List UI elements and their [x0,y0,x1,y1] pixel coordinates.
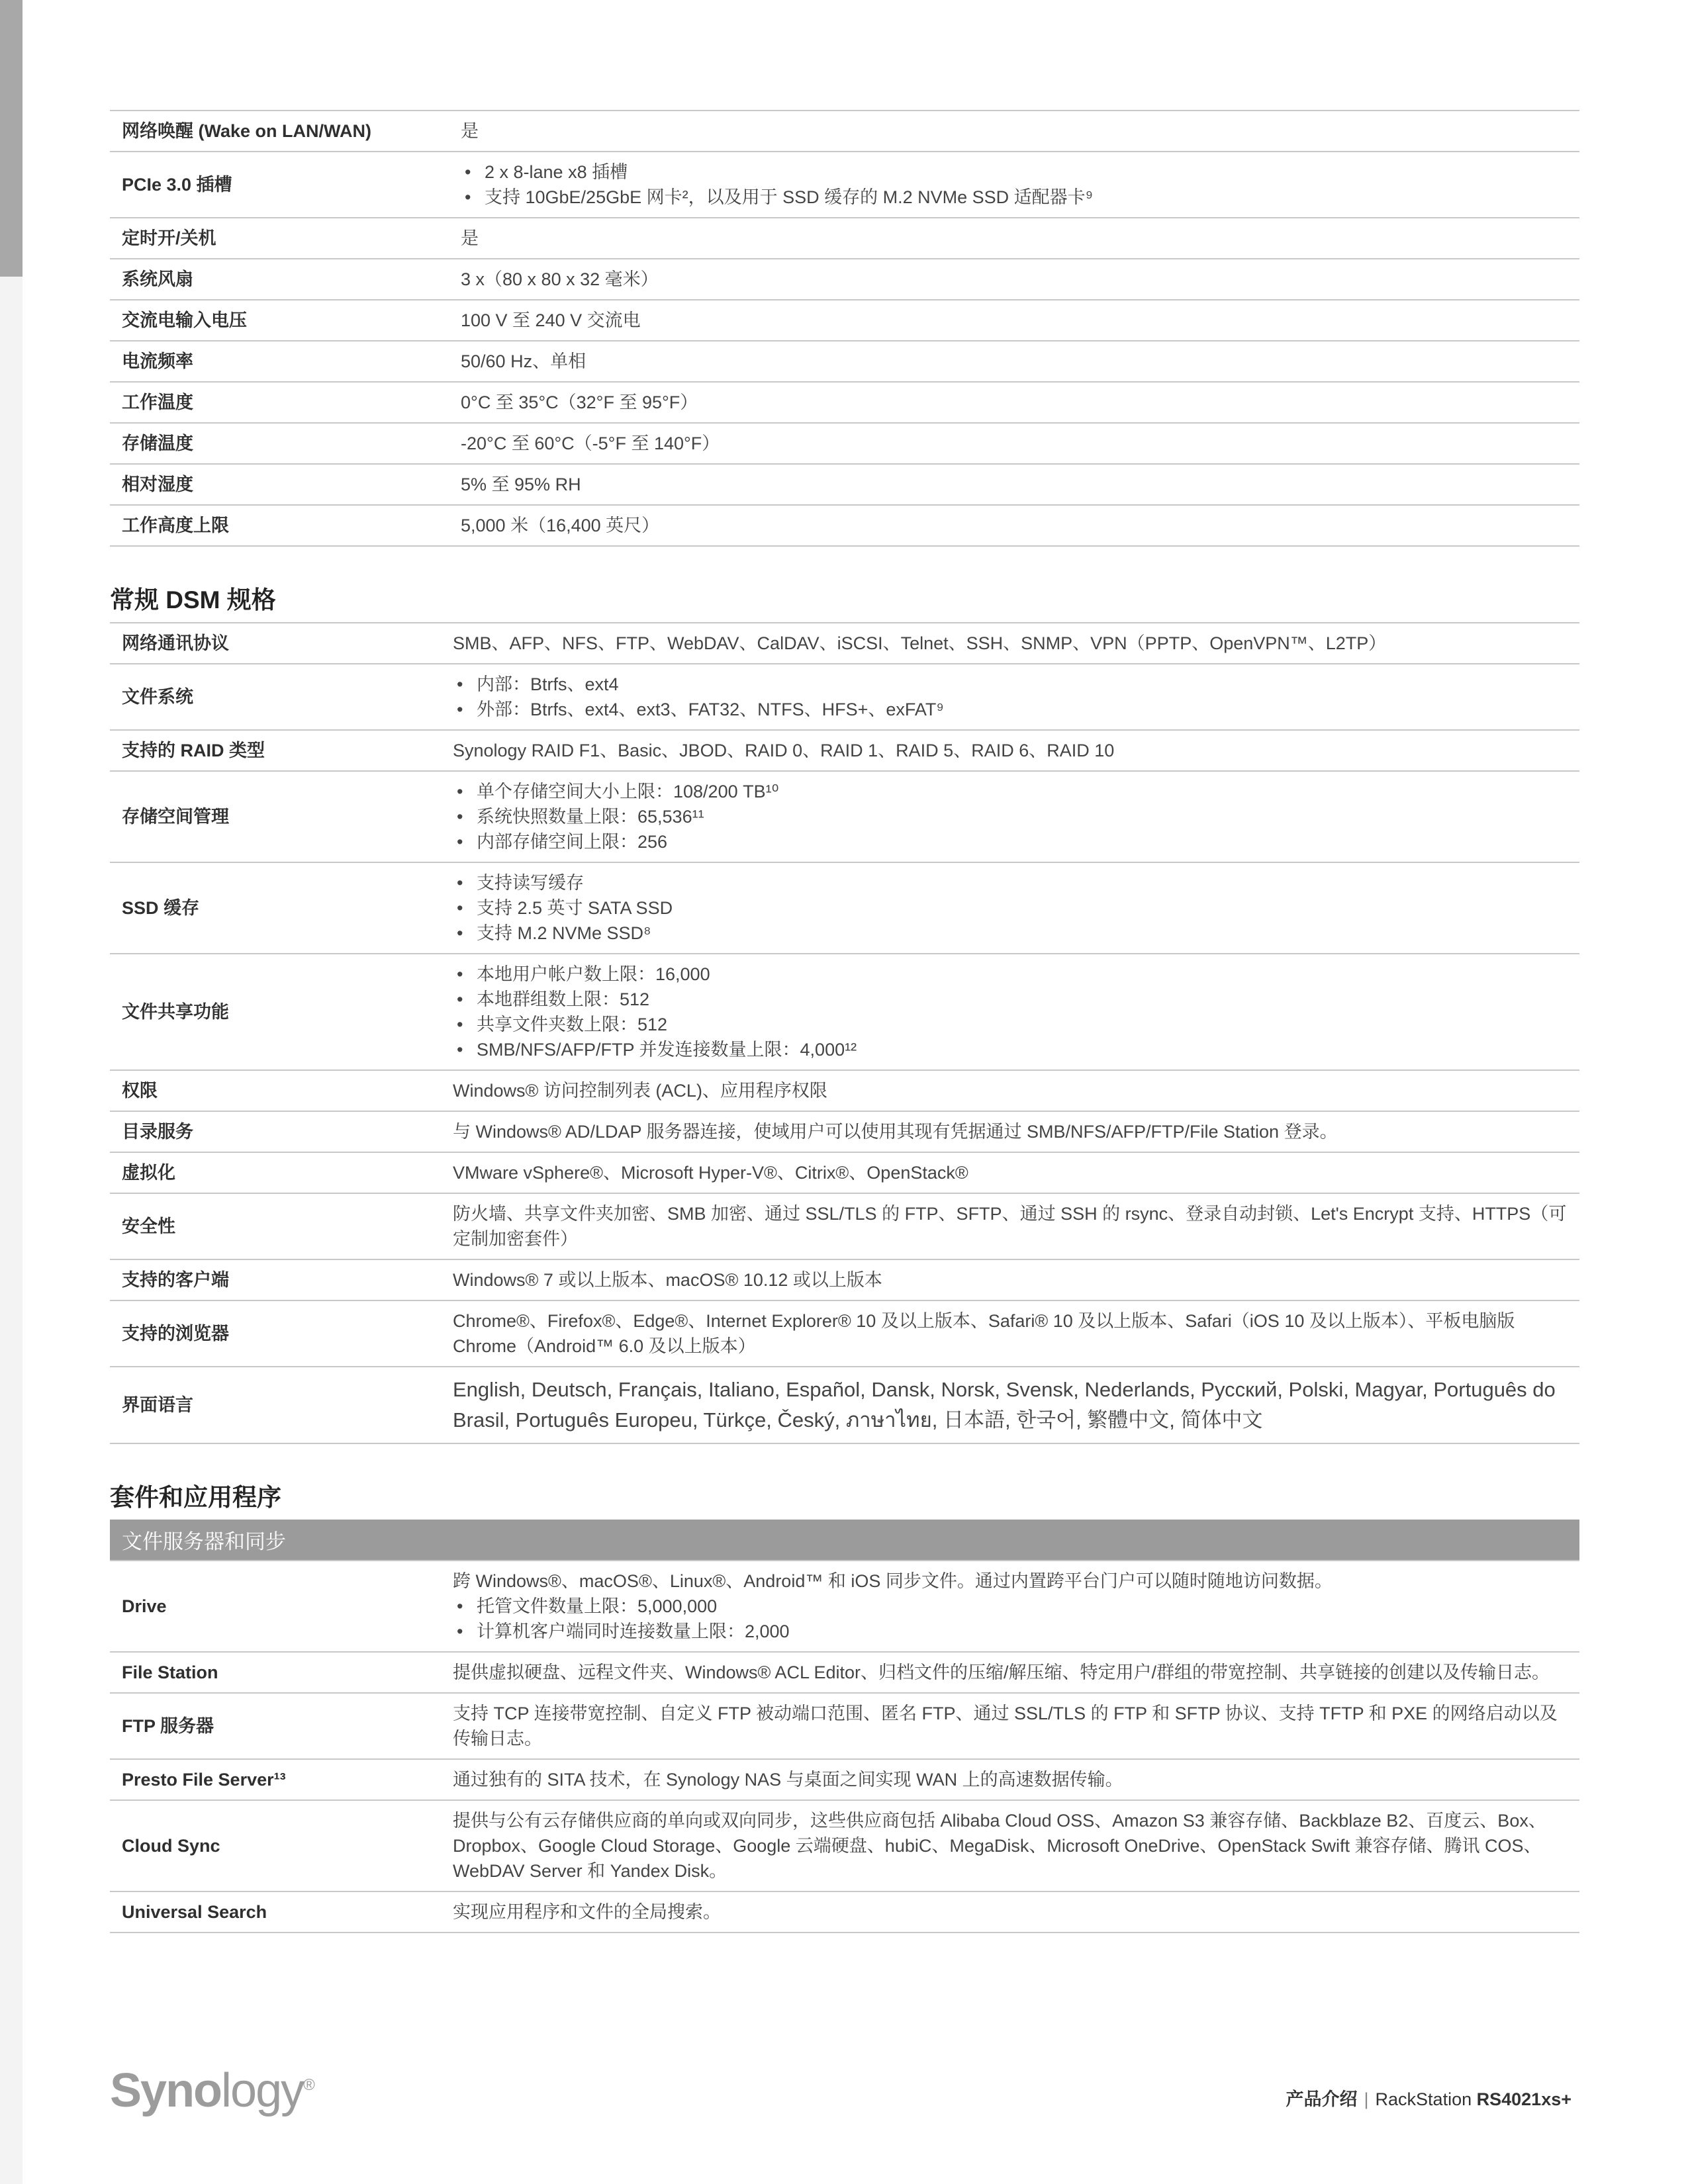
hardware-spec-row [110,300,1579,341]
spec-label: 存储空间管理 [110,771,441,862]
dsm-spec-row [110,771,1579,862]
spec-bullet-item: • 外部：Btrfs、ext4、ext3、FAT32、NTFS、HFS+、exFAT⁹ [453,697,1568,722]
spec-value-text: 防火墙、共享文件夹加密、SMB 加密、通过 SSL/TLS 的 FTP、SFTP、通过 SSH 的 rsync、登录自动封锁、Let's Encrypt 支持、HTTPS（可定制加密套件） [453,1204,1567,1249]
spec-value [441,862,1579,954]
spec-label: Drive [110,1561,441,1652]
spec-bullet-item: • 内部：Btrfs、ext4 [453,672,1568,697]
footer-model: RS4021xs+ [1476,2089,1571,2109]
spec-value-text: 50/60 Hz、单相 [461,351,586,371]
spec-label: 工作温度 [110,382,449,423]
spec-value-text: 5,000 米（16,400 英尺） [461,516,660,535]
app-spec-row [110,1693,1579,1759]
side-accent-bar [0,0,23,277]
spec-bullet-item: • 2 x 8-lane x8 插槽 [461,159,1568,185]
spec-bullet-item: • 托管文件数量上限：5,000,000 [453,1594,1568,1619]
spec-value [441,1193,1579,1259]
spec-value-text: 是 [461,121,479,141]
spec-bullet-item: • 本地群组数上限：512 [453,987,1568,1012]
section-title-dsm: 常规 DSM 规格 [110,586,276,614]
spec-label: 支持的浏览器 [110,1300,441,1367]
spec-value [449,259,1579,300]
hardware-spec-table [110,110,1579,547]
spec-value [449,152,1579,218]
spec-value-text: Chrome®、Firefox®、Edge®、Internet Explorer® 10 及以上版本、Safari® 10 及以上版本、Safari（iOS 10 及以上版本）、平板电脑版 Chrome（Android™ 6.0 及以上版本） [453,1311,1515,1356]
dsm-spec-row [110,1152,1579,1193]
spec-value [449,341,1579,382]
spec-value [449,382,1579,423]
footer-doc-type: 产品介绍 [1286,2089,1358,2109]
spec-value-text: 实现应用程序和文件的全局搜索。 [453,1902,721,1922]
section-title-apps: 套件和应用程序 [110,1484,281,1511]
spec-label: Presto File Server¹³ [110,1759,441,1800]
hardware-spec-row [110,218,1579,259]
spec-value [449,423,1579,464]
spec-value [441,1152,1579,1193]
spec-value [449,111,1579,152]
spec-value-text: 与 Windows® AD/LDAP 服务器连接，使域用户可以使用其现有凭据通过 SMB/NFS/AFP/FTP/File Station 登录。 [453,1122,1338,1142]
footer-series: RackStation [1375,2089,1472,2109]
apps-subheader: 文件服务器和同步 [110,1520,1579,1560]
spec-value [441,1891,1579,1933]
app-spec-row [110,1561,1579,1652]
dsm-spec-row [110,1367,1579,1443]
spec-bullet-list [461,159,1568,210]
spec-bullet-item: • 单个存储空间大小上限：108/200 TB¹⁰ [453,779,1568,804]
spec-value [441,664,1579,730]
page-footer [1286,2085,1571,2111]
spec-value [441,1800,1579,1891]
spec-value-text: 3 x（80 x 80 x 32 毫米） [461,269,659,289]
spec-value [441,1070,1579,1111]
dsm-spec-table [110,622,1579,1444]
spec-bullet-item: • SMB/NFS/AFP/FTP 并发连接数量上限：4,000¹² [453,1037,1568,1062]
spec-value [449,218,1579,259]
spec-value-text: 是 [461,228,479,248]
app-spec-row [110,1652,1579,1693]
spec-bullet-list [453,870,1568,946]
spec-value [441,730,1579,771]
app-spec-row [110,1891,1579,1933]
spec-value-text: Windows® 访问控制列表 (ACL)、应用程序权限 [453,1081,827,1101]
spec-label: 目录服务 [110,1111,441,1152]
hardware-spec-row [110,423,1579,464]
spec-value [441,623,1579,664]
spec-label: Cloud Sync [110,1800,441,1891]
spec-bullet-item: • 支持 10GbE/25GbE 网卡²，以及用于 SSD 缓存的 M.2 NVMe SSD 适配器卡⁹ [461,185,1568,210]
spec-label: PCIe 3.0 插槽 [110,152,449,218]
spec-value [449,464,1579,505]
spec-value-text: VMware vSphere®、Microsoft Hyper-V®、Citrix®、OpenStack® [453,1163,968,1183]
spec-value [441,954,1579,1070]
spec-bullet-item: • 支持读写缓存 [453,870,1568,895]
spec-value-text: 提供与公有云存储供应商的单向或双向同步，这些供应商包括 Alibaba Cloud OSS、Amazon S3 兼容存储、Backblaze B2、百度云、Box、Dropbox、Google Cloud Storage、Google 云端硬盘、hubiC、MegaDisk、Microsoft OneDrive、OpenStack Swift 兼容存储、腾讯 COS、WebDAV Server 和 Yandex Disk。 [453,1811,1546,1881]
spec-value-text: 通过独有的 SITA 技术，在 Synology NAS 与桌面之间实现 WAN 上的高速数据传输。 [453,1770,1123,1790]
footer-separator: | [1364,2089,1369,2109]
dsm-spec-row [110,1193,1579,1259]
spec-bullet-item: • 本地用户帐户数上限：16,000 [453,962,1568,987]
hardware-spec-row [110,464,1579,505]
spec-label: 系统风扇 [110,259,449,300]
spec-value-text: 5% 至 95% RH [461,475,581,494]
spec-bullet-item: • 系统快照数量上限：65,536¹¹ [453,804,1568,829]
spec-bullet-item: • 内部存储空间上限：256 [453,829,1568,854]
spec-bullet-item: • 支持 M.2 NVMe SSD⁸ [453,921,1568,946]
spec-label: File Station [110,1652,441,1693]
spec-label: 交流电输入电压 [110,300,449,341]
spec-value-text: English, Deutsch, Français, Italiano, Español, Dansk, Norsk, Svensk, Nederlands, Русский, Polski, Magyar, Português do Brasil, Português Europeu, Türkçe, Český, ภาษาไทย, 日本語, 한국어, 繁體中文, 简体中文 [453,1378,1556,1432]
spec-value-text: 支持 TCP 连接带宽控制、自定义 FTP 被动端口范围、匿名 FTP、通过 SSL/TLS 的 FTP 和 SFTP 协议、支持 TFTP 和 PXE 的网络启动以及传输日志。 [453,1704,1558,1749]
dsm-spec-row [110,623,1579,664]
dsm-spec-row [110,1070,1579,1111]
side-strip [0,0,23,2184]
spec-label: 文件系统 [110,664,441,730]
spec-value-text: -20°C 至 60°C（-5°F 至 140°F） [461,433,720,453]
spec-value [441,1652,1579,1693]
spec-value [441,1759,1579,1800]
spec-label: 存储温度 [110,423,449,464]
spec-bullet-list [453,962,1568,1062]
spec-bullet-item: • 共享文件夹数上限：512 [453,1012,1568,1037]
spec-value-text: 0°C 至 35°C（32°F 至 95°F） [461,392,698,412]
spec-value [441,1111,1579,1152]
dsm-spec-row [110,862,1579,954]
spec-bullet-list [453,1594,1568,1644]
logo-text-light: logy [221,2064,304,2117]
hardware-spec-row [110,259,1579,300]
spec-bullet-item: • 支持 2.5 英寸 SATA SSD [453,895,1568,921]
spec-value [441,771,1579,862]
hardware-spec-row [110,505,1579,546]
spec-bullet-list [453,672,1568,722]
spec-value [441,1367,1579,1443]
spec-value-text: 提供虚拟硬盘、远程文件夹、Windows® ACL Editor、归档文件的压缩/解压缩、特定用户/群组的带宽控制、共享链接的创建以及传输日志。 [453,1662,1550,1682]
logo-text-bold: Syno [110,2064,222,2117]
dsm-spec-row [110,1300,1579,1367]
logo-registered-mark: ® [303,2076,314,2094]
spec-label: FTP 服务器 [110,1693,441,1759]
spec-bullet-list [453,779,1568,854]
synology-logo [110,2064,314,2118]
spec-label: 虚拟化 [110,1152,441,1193]
spec-value-text: Synology RAID F1、Basic、JBOD、RAID 0、RAID 1、RAID 5、RAID 6、RAID 10 [453,741,1115,760]
spec-label: 文件共享功能 [110,954,441,1070]
spec-label: 工作高度上限 [110,505,449,546]
spec-label: 网络通讯协议 [110,623,441,664]
dsm-spec-row [110,1111,1579,1152]
dsm-spec-row [110,664,1579,730]
spec-label: 安全性 [110,1193,441,1259]
spec-value [441,1300,1579,1367]
spec-label: 界面语言 [110,1367,441,1443]
spec-label: SSD 缓存 [110,862,441,954]
hardware-spec-row [110,152,1579,218]
spec-label: Universal Search [110,1891,441,1933]
app-spec-row [110,1800,1579,1891]
spec-value-text: SMB、AFP、NFS、FTP、WebDAV、CalDAV、iSCSI、Telnet、SSH、SNMP、VPN（PPTP、OpenVPN™、L2TP） [453,633,1387,653]
spec-value [441,1693,1579,1759]
spec-label: 相对湿度 [110,464,449,505]
spec-value-text: 跨 Windows®、macOS®、Linux®、Android™ 和 iOS 同步文件。通过内置跨平台门户可以随时随地访问数据。 [453,1571,1333,1591]
spec-value-text: 100 V 至 240 V 交流电 [461,310,641,330]
hardware-spec-row [110,111,1579,152]
spec-value [441,1259,1579,1300]
spec-label: 电流频率 [110,341,449,382]
hardware-spec-row [110,341,1579,382]
spec-label: 权限 [110,1070,441,1111]
hardware-spec-row [110,382,1579,423]
dsm-spec-row [110,1259,1579,1300]
spec-label: 支持的 RAID 类型 [110,730,441,771]
dsm-spec-row [110,730,1579,771]
apps-spec-table [110,1560,1579,1933]
spec-value [449,505,1579,546]
spec-content [110,110,1579,1933]
dsm-spec-row [110,954,1579,1070]
spec-label: 支持的客户端 [110,1259,441,1300]
app-spec-row [110,1759,1579,1800]
spec-bullet-item: • 计算机客户端同时连接数量上限：2,000 [453,1619,1568,1644]
spec-label: 网络唤醒 (Wake on LAN/WAN) [110,111,449,152]
spec-value [441,1561,1579,1652]
spec-value-text: Windows® 7 或以上版本、macOS® 10.12 或以上版本 [453,1270,882,1290]
spec-label: 定时开/关机 [110,218,449,259]
spec-value [449,300,1579,341]
